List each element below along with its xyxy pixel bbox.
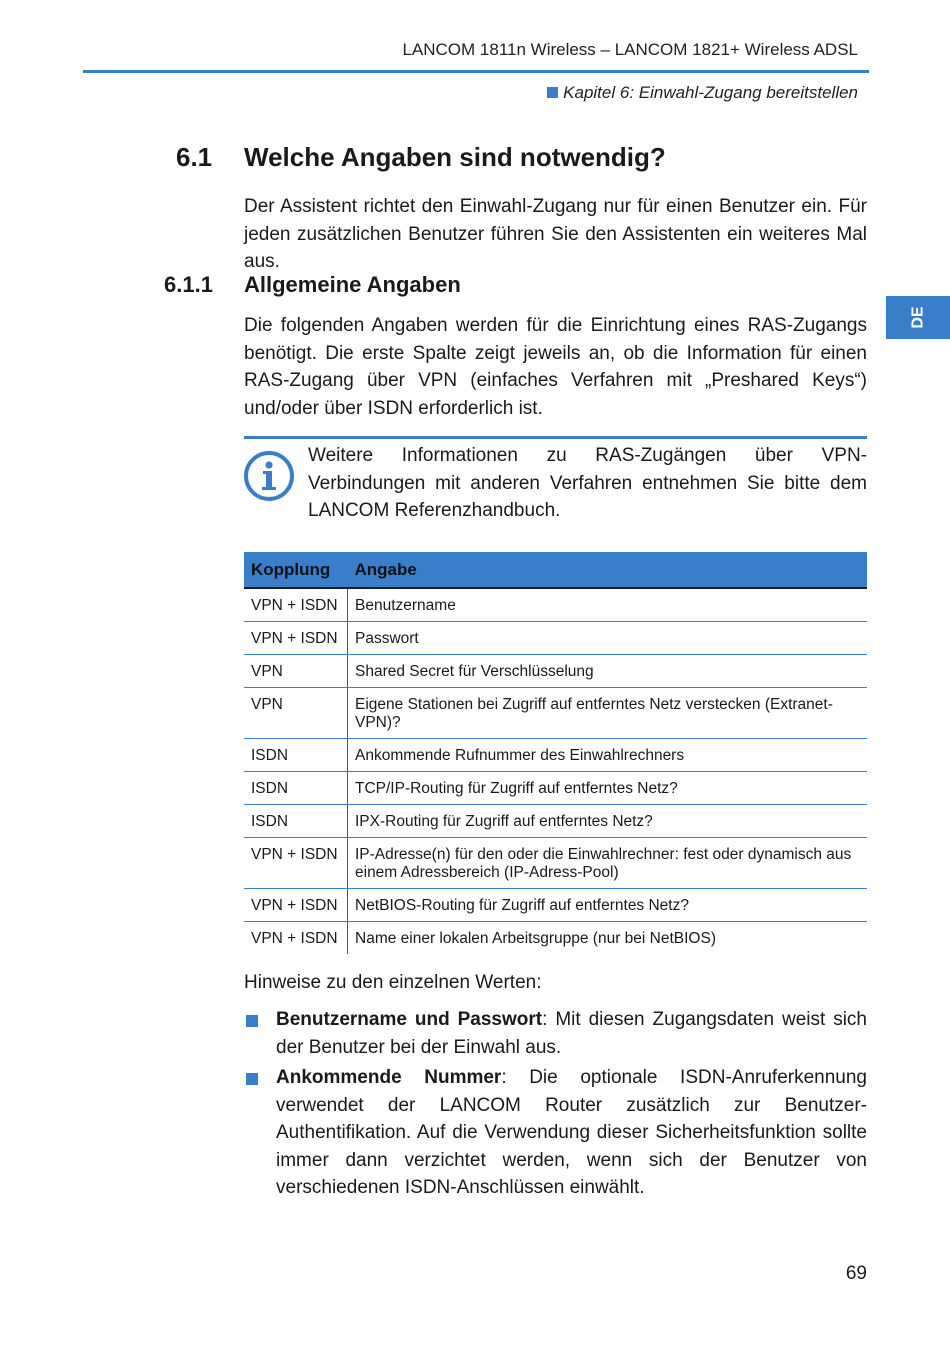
table-row [244, 655, 867, 688]
table-row [244, 805, 867, 838]
list-item-term: Benutzername und Passwort [276, 1009, 543, 1030]
cell-angabe: Ankommende Rufnummer des Einwahlrechners [348, 739, 868, 772]
cell-kopplung: VPN + ISDN [244, 889, 348, 922]
cell-kopplung: VPN + ISDN [244, 838, 348, 889]
cell-angabe: IP-Adresse(n) für den oder die Einwahlrechner: fest oder dynamisch aus einem Adressbereich (IP-Adress-Pool) [348, 838, 868, 889]
subsection-title: Allgemeine Angaben [244, 272, 461, 297]
cell-kopplung: ISDN [244, 805, 348, 838]
info-divider [244, 436, 867, 439]
table-row [244, 838, 867, 889]
table-row [244, 922, 867, 955]
table-row [244, 588, 867, 622]
info-icon [243, 450, 295, 502]
cell-angabe: Name einer lokalen Arbeitsgruppe (nur bei NetBIOS) [355, 930, 716, 947]
cell-angabe: Passwort [348, 622, 868, 655]
running-header-title: LANCOM 1811n Wireless – LANCOM 1821+ Wireless ADSL [402, 40, 858, 59]
list-item-text: : Mit diesen Zugangsdaten weist sich der Benutzer bei der Einwahl aus. [276, 1009, 867, 1058]
table-row [244, 622, 867, 655]
notes-list [244, 1006, 867, 1205]
cell-kopplung: VPN + ISDN [244, 588, 348, 622]
list-item-term: Ankommende Nummer [276, 1067, 502, 1088]
cell-angabe: Eigene Stationen bei Zugriff auf entferntes Netz verstecken (Extranet-VPN)? [348, 688, 868, 739]
cell-angabe: TCP/IP-Routing für Zugriff auf entferntes Netz? [348, 772, 868, 805]
cell-kopplung: VPN + ISDN [244, 622, 348, 655]
header-divider [83, 70, 869, 73]
cell-angabe: NetBIOS-Routing für Zugriff auf entferntes Netz? [348, 889, 868, 922]
info-note-text: Weitere Informationen zu RAS-Zugängen über VPN-Verbindungen mit anderen Verfahren entnehmen Sie bitte dem LANCOM Referenzhandbuch. [308, 445, 867, 521]
chapter-square-icon [547, 87, 558, 98]
language-tab [886, 296, 950, 339]
cell-kopplung: ISDN [244, 739, 348, 772]
table-row [244, 889, 867, 922]
notes-intro: Hinweise zu den einzelnen Werten: [244, 972, 542, 993]
cell-kopplung: VPN [244, 688, 348, 739]
cell-angabe: IPX-Routing für Zugriff auf entferntes Netz? [348, 805, 868, 838]
cell-kopplung: ISDN [244, 772, 348, 805]
list-item [244, 1064, 867, 1202]
list-item-text: : Die optionale ISDN-Anruferkennung verwendet der LANCOM Router zusätzlich zur Benutzer-Authentifikation. Auf die Verwendung dieser Sicherheitsfunktion sollte immer dann verzichtet werden, wenn sich der Benutzer von verschiedenen ISDN-Anschlüssen einwählt. [276, 1067, 867, 1198]
cell-angabe: Shared Secret für Verschlüsselung [348, 655, 868, 688]
table-row [244, 772, 867, 805]
column-header-angabe: Angabe [348, 552, 868, 588]
cell-kopplung: VPN + ISDN [244, 922, 348, 955]
table-row [244, 739, 867, 772]
column-header-kopplung: Kopplung [244, 552, 348, 588]
bullet-square-icon [246, 1073, 258, 1085]
subsection-text: Die folgenden Angaben werden für die Einrichtung eines RAS-Zugangs benötigt. Die erste Spalte zeigt jeweils an, ob die Information für einen RAS-Zugang über VPN (einfaches Verfahren mit „Preshared Keys“) und/oder über ISDN erforderlich ist. [244, 315, 867, 419]
language-tab-label: DE [909, 306, 926, 329]
list-item [244, 1006, 867, 1061]
requirements-table [244, 552, 867, 954]
section-number: 6.1 [176, 142, 213, 172]
table-row [244, 688, 867, 739]
section-intro: Der Assistent richtet den Einwahl-Zugang nur für einen Benutzer ein. Für jeden zusätzlichen Benutzer führen Sie den Assistenten ein weiteres Mal aus. [244, 196, 867, 272]
bullet-square-icon [246, 1015, 258, 1027]
subsection-number: 6.1.1 [164, 272, 213, 297]
running-header-chapter [547, 83, 858, 103]
table-header-row [244, 552, 867, 588]
section-title: Welche Angaben sind notwendig? [244, 142, 666, 172]
page-number: 69 [845, 1263, 867, 1284]
cell-kopplung: VPN [244, 655, 348, 688]
chapter-label: Kapitel 6: Einwahl-Zugang bereitstellen [563, 83, 858, 102]
cell-angabe: Benutzername [348, 588, 868, 622]
